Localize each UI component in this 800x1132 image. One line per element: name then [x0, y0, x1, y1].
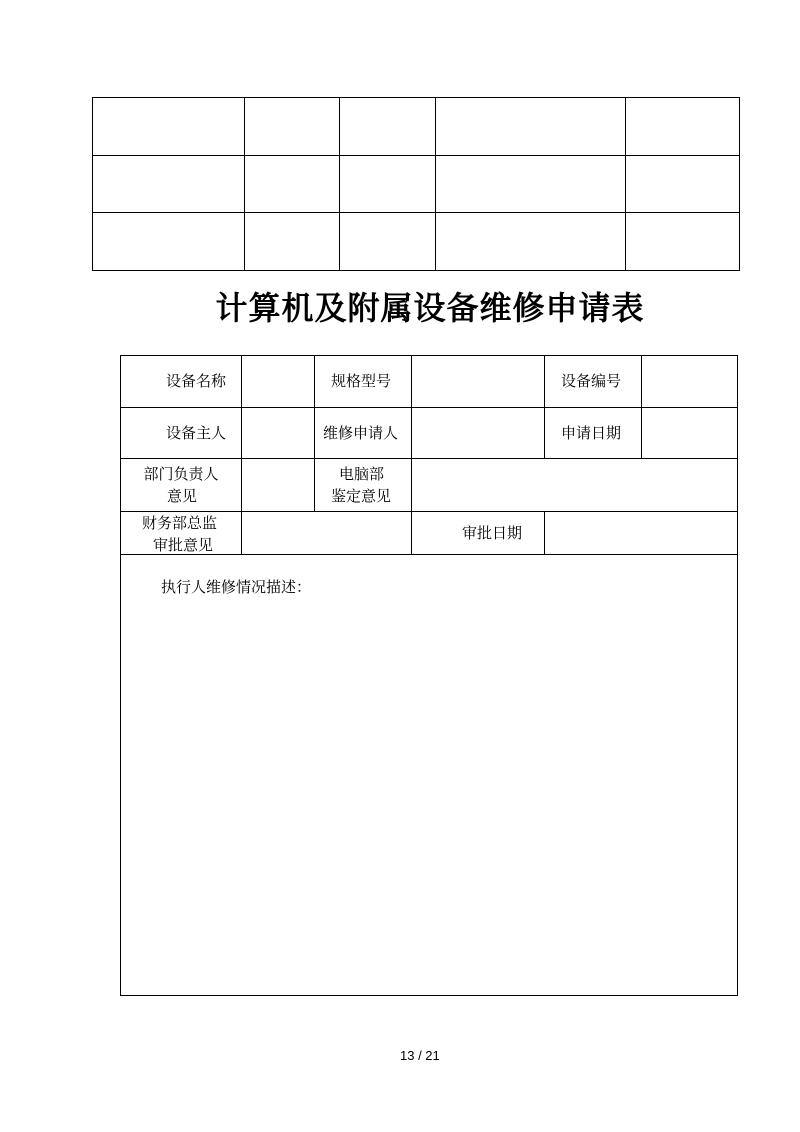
form-border: [120, 355, 738, 356]
form-border: [120, 995, 738, 996]
label-spec-model: 规格型号: [331, 372, 392, 390]
top-table-rule: [92, 212, 740, 213]
label-device-name: 设备名称: [166, 372, 227, 390]
top-table-border: [92, 270, 740, 271]
form-rule: [641, 355, 642, 459]
top-table-rule: [435, 97, 436, 271]
top-table-rule: [625, 97, 626, 271]
form-border: [120, 355, 121, 996]
top-table-border: [739, 97, 740, 271]
form-rule: [411, 355, 412, 555]
form-rule: [120, 458, 738, 459]
form-rule: [544, 355, 545, 459]
label-dept-head-opinion: 部门负责人 意见: [143, 465, 219, 505]
top-table-rule: [92, 155, 740, 156]
label-approval-date: 审批日期: [462, 524, 523, 542]
label-device-number: 设备编号: [561, 372, 622, 390]
top-table-border: [92, 97, 740, 98]
label-finance-opinion: 财务部总监 审批意见: [142, 514, 218, 554]
form-rule: [120, 407, 738, 408]
label-device-owner: 设备主人: [166, 424, 227, 442]
label-it-dept-opinion: 电脑部 鉴定意见: [331, 465, 392, 505]
label-repair-applicant: 维修申请人: [323, 424, 399, 442]
form-rule: [544, 511, 545, 555]
form-title: 计算机及附属设备维修申请表: [215, 289, 645, 327]
label-apply-date: 申请日期: [561, 424, 622, 442]
form-border: [737, 355, 738, 996]
top-table-border: [92, 97, 93, 271]
top-table-rule: [244, 97, 245, 271]
page-number: 13 / 21: [400, 1048, 440, 1063]
label-repair-description: 执行人维修情况描述：: [161, 578, 312, 596]
form-rule: [241, 355, 242, 555]
top-table-rule: [339, 97, 340, 271]
form-rule: [314, 355, 315, 512]
